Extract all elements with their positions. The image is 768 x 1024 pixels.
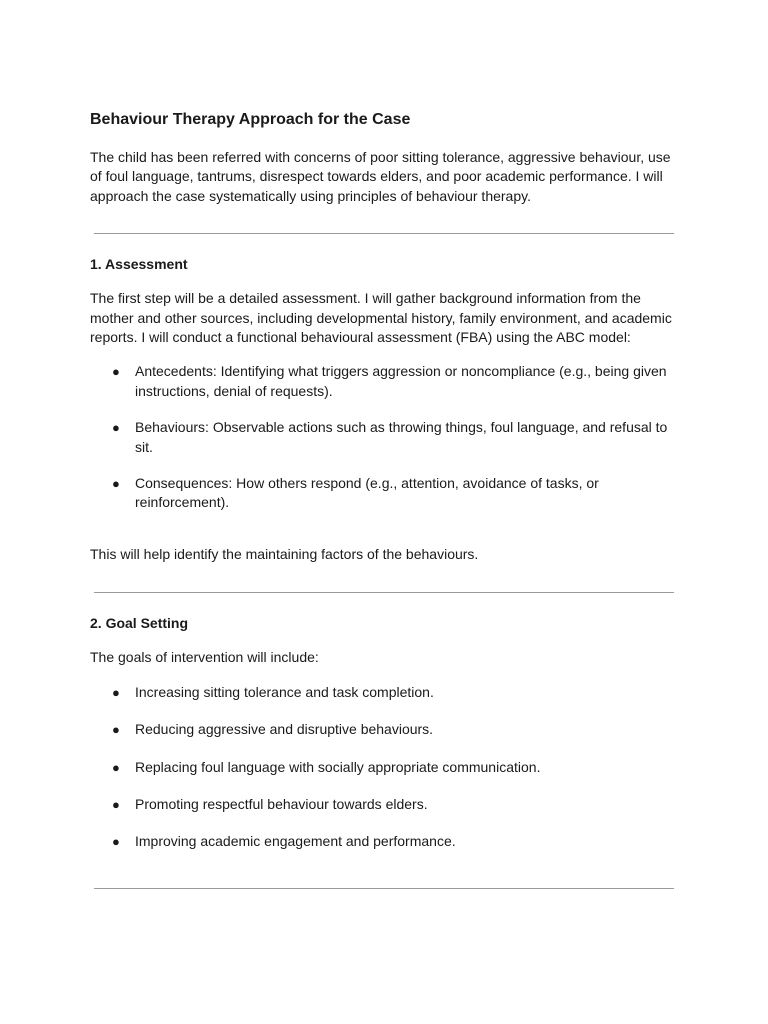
list-item-text: Antecedents: Identifying what triggers aggression or noncompliance (e.g., being given instructions, denial of requests). [135,363,667,399]
bullet-icon: ● [112,684,120,700]
list-item-text: Increasing sitting tolerance and task completion. [135,683,434,700]
list-item [90,418,674,457]
goal-setting-heading: 2. Goal Setting [90,615,189,632]
intro-paragraph: The child has been referred with concerns of poor sitting tolerance, aggressive behaviour, use of foul language, tantrums, disrespect towards elders, and poor academic performance. I will approach the case systematically using principles of behaviour therapy. [90,149,671,204]
list-item-text: Consequences: How others respond (e.g., attention, avoidance of tasks, or reinforcement). [135,475,599,511]
bullet-icon: ● [112,476,120,492]
list-item [90,720,674,739]
bullet-icon: ● [112,420,120,436]
abc-model-list [90,362,674,512]
bullet-icon: ● [112,759,120,775]
list-item-text: Reducing aggressive and disruptive behaviours. [135,721,434,738]
list-item [90,832,674,851]
document-title: Behaviour Therapy Approach for the Case [90,111,411,128]
bullet-icon: ● [112,722,120,738]
section-divider [94,592,674,593]
assessment-heading: 1. Assessment [90,256,188,273]
list-item-text: Promoting respectful behaviour towards elders. [135,795,428,812]
list-item-text: Improving academic engagement and performance. [135,833,456,850]
list-item-text: Replacing foul language with socially appropriate communication. [135,758,541,775]
list-item [90,683,674,702]
list-item-text: Behaviours: Observable actions such as throwing things, foul language, and refusal to sit. [135,419,668,455]
list-item [90,795,674,814]
goals-paragraph: The goals of intervention will include: [90,649,319,666]
bullet-icon: ● [112,834,120,850]
section-divider [94,233,674,234]
section-divider [94,888,674,889]
list-item [90,474,674,513]
list-item [90,362,674,401]
goals-list [90,683,674,852]
document-page [90,108,674,889]
bullet-icon: ● [112,796,120,812]
list-item [90,758,674,777]
assessment-closing: This will help identify the maintaining factors of the behaviours. [90,545,479,562]
bullet-icon: ● [112,364,120,380]
assessment-paragraph: The first step will be a detailed assessment. I will gather background information from the mother and other sources, including developmental history, family environment, and academic reports. I will conduct a functional behavioural assessment (FBA) using the ABC model: [90,290,672,346]
